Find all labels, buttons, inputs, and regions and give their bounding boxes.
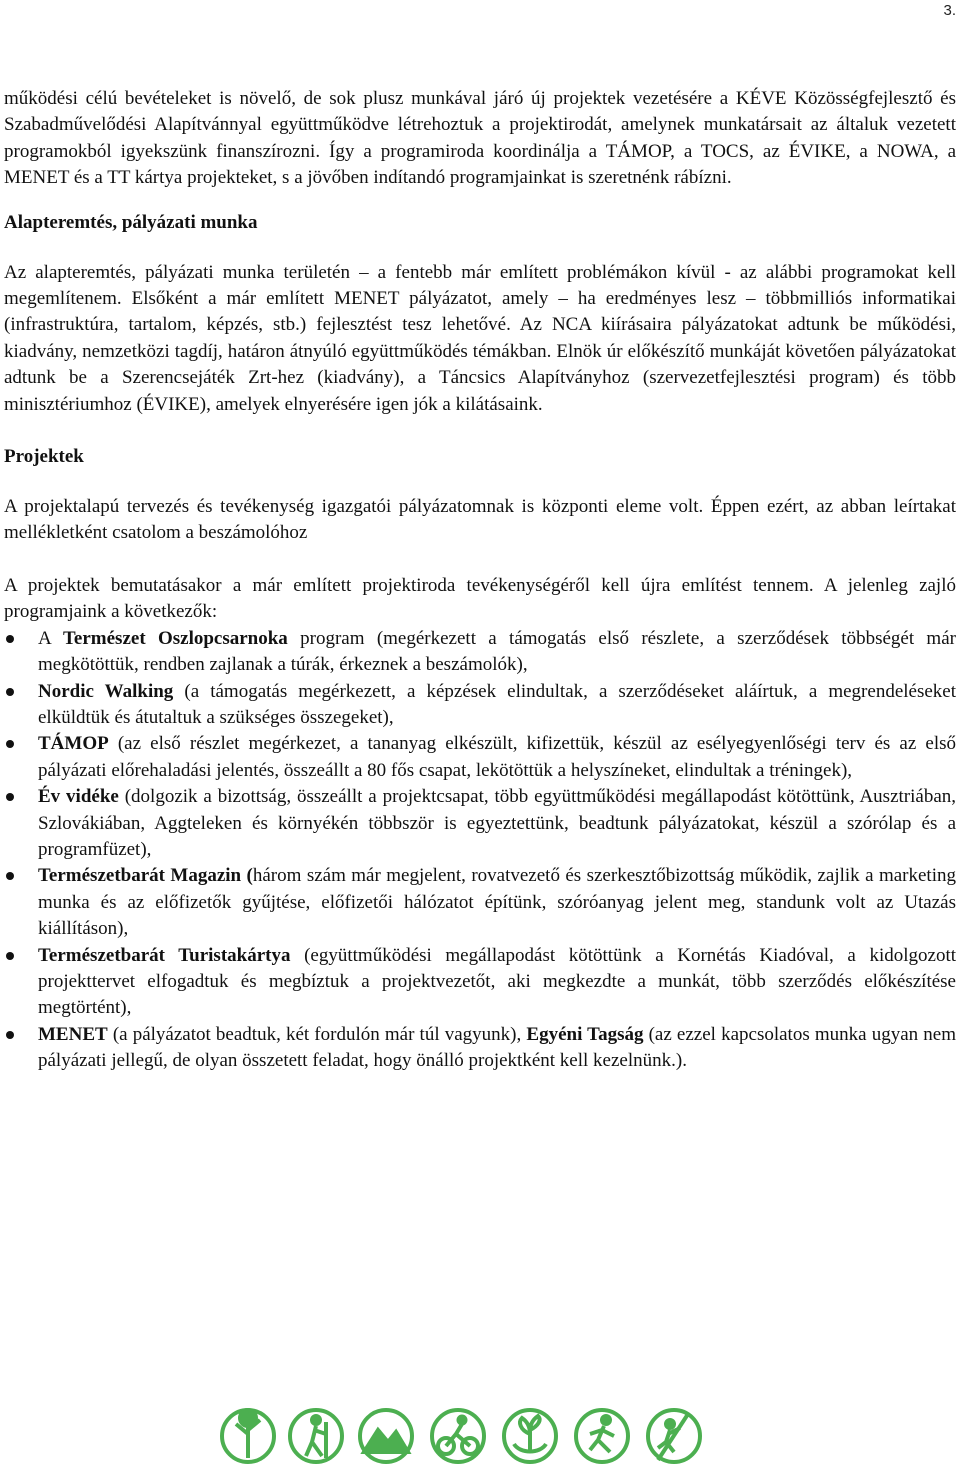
projects-paragraph-1: A projektalapú tervezés és tevékenység igazgatói pályázatomnak is központi eleme volt. Éppen ezért, az abban leírtakat mellékletként csatolom a beszámolóhoz xyxy=(4,496,956,544)
hiker-icon xyxy=(290,1410,342,1462)
list-item: Természetbarát Magazin (három szám már megjelent, rovatvezető és szerkesztőbizottság működik, zajlik a marketing munka és az előfizetők gyűjtése, előfizetői hálózatot építünk, szóróanyag jelent meg, standunk volt az Utazás kiállításon), xyxy=(4,863,956,942)
list-item: Év vidéke (dolgozik a bizottság, összeállt a projektcsapat, több együttműködési megállapodást kötöttünk, Ausztriában, Szlovákiában, Aggteleken és környékén többször is egyeztettünk, beadtunk pályázatokat, készül a szórólap és a programfüzet), xyxy=(4,784,956,863)
list-item: MENET (a pályázatot beadtuk, két fordulón már túl vagyunk), Egyéni Tagság (az ezzel kapcsolatos munka ugyan nem pályázati jellegű, de olyan összetett feladat, hogy önálló projektként kell kezelnünk.). xyxy=(4,1022,956,1075)
project-list xyxy=(4,626,956,1075)
list-item: A Természet Oszlopcsarnoka program (megérkezett a támogatás első részlete, a szerződések többségét már megkötöttük, rendben zajlanak a túrák, érkeznek a beszámolók), xyxy=(4,626,956,679)
plant-hands-icon xyxy=(504,1410,556,1462)
funding-paragraph: Az alapteremtés, pályázati munka területén – a fentebb már említett problémákon kívül - az alábbi programokat kell megemlítenem. Elsőként a már említett MENET pályázatot, amely – ha eredményes lesz – többmilliós informatikai (infrastruktúra, tartalom, képzés, stb.) fejlesztést tesz lehetővé. Az NCA kiírásaira pályázatokat adtunk be működési, kiadvány, nemzetközi tagdíj, határon átnyúló együttműködés témákban. Elnök úr előkészítő munkáját követően pályázatokat adtunk be a Szerencsejáték Zrt-hez (kiadvány), a Táncsics Alapítványhoz (szervezetfejlesztési program) és több minisztériumhoz (ÉVIKE), amelyek elnyerésére igen jók a kilátásaink. xyxy=(4,261,956,415)
funding-heading: Alapteremtés, pályázati munka xyxy=(4,211,258,233)
tree-icon xyxy=(222,1410,274,1462)
projects-paragraph-2: A projektek bemutatásakor a már említett projektiroda tevékenységéről kell újra említést tennem. A jelenleg zajló programjaink a következők: xyxy=(4,574,956,623)
footer-logos xyxy=(218,1400,748,1475)
footer-logo-strip xyxy=(218,1400,748,1475)
projects-heading: Projektek xyxy=(4,446,84,468)
climber-icon xyxy=(648,1410,700,1462)
list-item: Nordic Walking (a támogatás megérkezett, a képzések elindultak, a szerződéseket aláírtuk, a megrendeléseket elküldtük és átutaltuk a szükséges összegeket), xyxy=(4,679,956,732)
list-item: TÁMOP (az első részlet megérkezet, a tananyag elkészült, kifizettük, készül az esélyegyenlőségi terv és az első pályázati előrehaladási jelentés, összeállt a 80 fős csapat, lekötöttük a helyszíneket, elindultak a tréningek), xyxy=(4,731,956,784)
list-item: Természetbarát Turistakártya (együttműködési megállapodást kötöttünk a Kornétás Kiadóval, a kidolgozott projekttervet elfogadtuk és megbíztuk a projektvezetőt, aki megkezdte a munkát, több szerződés előkészítése megtörtént), xyxy=(4,943,956,1022)
document-body xyxy=(4,86,956,1075)
intro-paragraph: működési célú bevételeket is növelő, de sok plusz munkával járó új projektek vezetésére a KÉVE Közösségfejlesztő és Szabadművelődési Alapítvánnyal együttműködve létrehoztuk a projektirodát, amelynek munkatársait az általuk vezetett programokból igyekszünk finanszírozni. Így a programiroda koordinálja a TÁMOP, a TOCS, az ÉVIKE, a NOWA, a MENET és a TT kártya projekteket, s a jövőben indítandó programjainkat is szeretnénk rábízni. xyxy=(4,88,956,189)
runner-icon xyxy=(576,1410,628,1462)
page-number: 3. xyxy=(943,2,956,19)
mountain-icon xyxy=(360,1410,412,1462)
cyclist-icon xyxy=(432,1410,484,1462)
